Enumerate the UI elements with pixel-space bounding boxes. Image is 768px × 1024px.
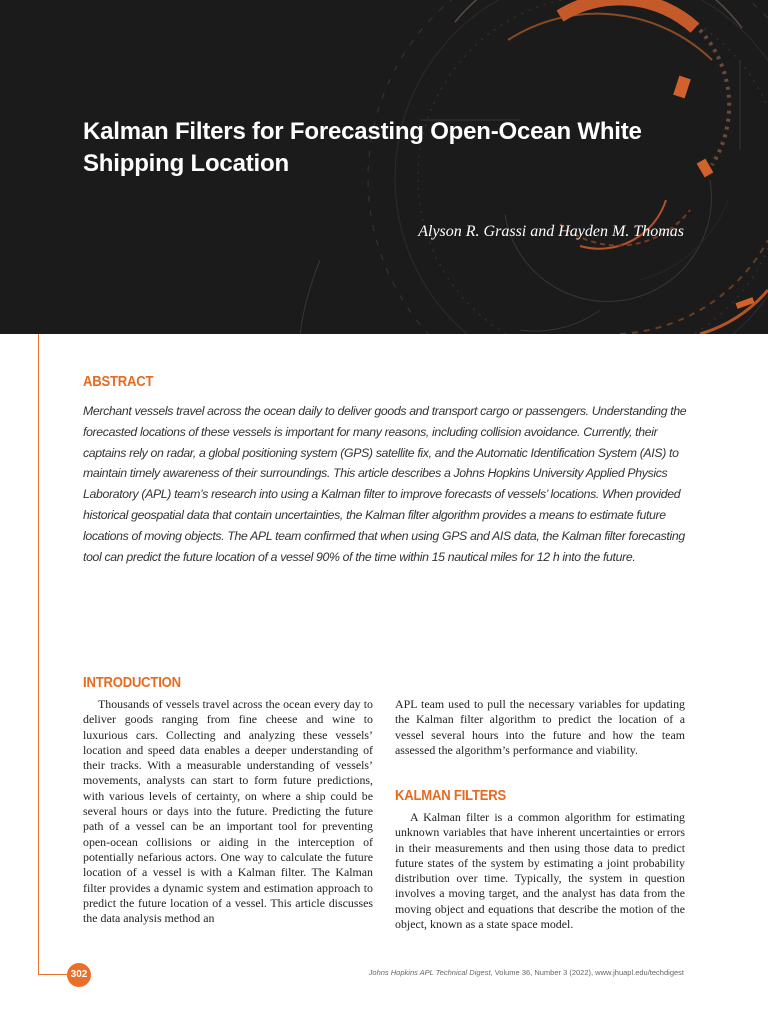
introduction-continuation-text: APL team used to pull the necessary variables for updating the Kalman filter algorithm to predict the location of a vessel several hours into the future and how the team assessed the algorithm’s performance and viability. (395, 697, 685, 757)
journal-footer (369, 968, 684, 977)
abstract-text: Merchant vessels travel across the ocean daily to deliver goods and transport cargo or passengers. Understanding the forecasted locations of these vessels is important for many reasons, including collision avoidance. Currently, their captains rely on radar, a global positioning system (GPS) satellite fix, and the Automatic Identification System (AIS) to maintain timely awareness of their surroundings. This article describes a Johns Hopkins University Applied Physics Laboratory (APL) team’s research into using a Kalman filter to improve forecasts of vessels’ locations. When provided historical geospatial data that contain uncertainties, the Kalman filter algorithm provides a means to estimate future locations of moving objects. The APL team confirmed that when using GPS and AIS data, the Kalman filter forecasting tool can predict the future location of a vessel 90% of the time within 15 nautical miles for 12 h into the future. (83, 404, 687, 564)
article-authors: Alyson R. Grassi and Hayden M. Thomas (418, 223, 684, 240)
article-title: Kalman Filters for Forecasting Open-Ocean White Shipping Location (83, 118, 642, 177)
header-banner (0, 0, 768, 334)
margin-rule-vertical (38, 334, 39, 975)
margin-rule-horizontal (38, 974, 68, 975)
introduction-heading: INTRODUCTION (83, 675, 181, 691)
kalman-filters-heading: KALMAN FILTERS (395, 788, 507, 804)
journal-details: , Volume 36, Number 3 (2022), www.jhuapl.edu/techdigest (490, 968, 684, 977)
page-number-badge: 302 (67, 963, 91, 987)
journal-name: Johns Hopkins APL Technical Digest (368, 968, 491, 977)
introduction-text: Thousands of vessels travel across the ocean every day to deliver goods ranging from fine cheese and wine to luxurious cars. Collecting and analyzing these vessels’ location and speed data enables a deeper understanding of their tracks. With a measurable understanding of vessels’ movements, analysts can start to form future predictions, with various levels of certainty, on where a ship could be several hours or days into the future. Predicting the future path of a vessel can be an important tool for preventing open-ocean collisions or aiding in the interception of potentially nefarious actors. One way to calculate the future location of a vessel is with a Kalman filter. The Kalman filter provides a dynamic system and estimation approach to predict the future location of a vessel. This article discusses the data analysis method an (83, 697, 373, 926)
kalman-filters-text: A Kalman filter is a common algorithm for estimating unknown variables that have inherent uncertainties or errors in their measurements and then using those data to predict future states of the system by estimating a joint probability distribution over time. Typically, the system in question involves a moving target, and the analyst has data from the moving object and equations that describe the motion of the object, known as a state space model. (395, 810, 685, 932)
abstract-heading: ABSTRACT (83, 374, 154, 390)
